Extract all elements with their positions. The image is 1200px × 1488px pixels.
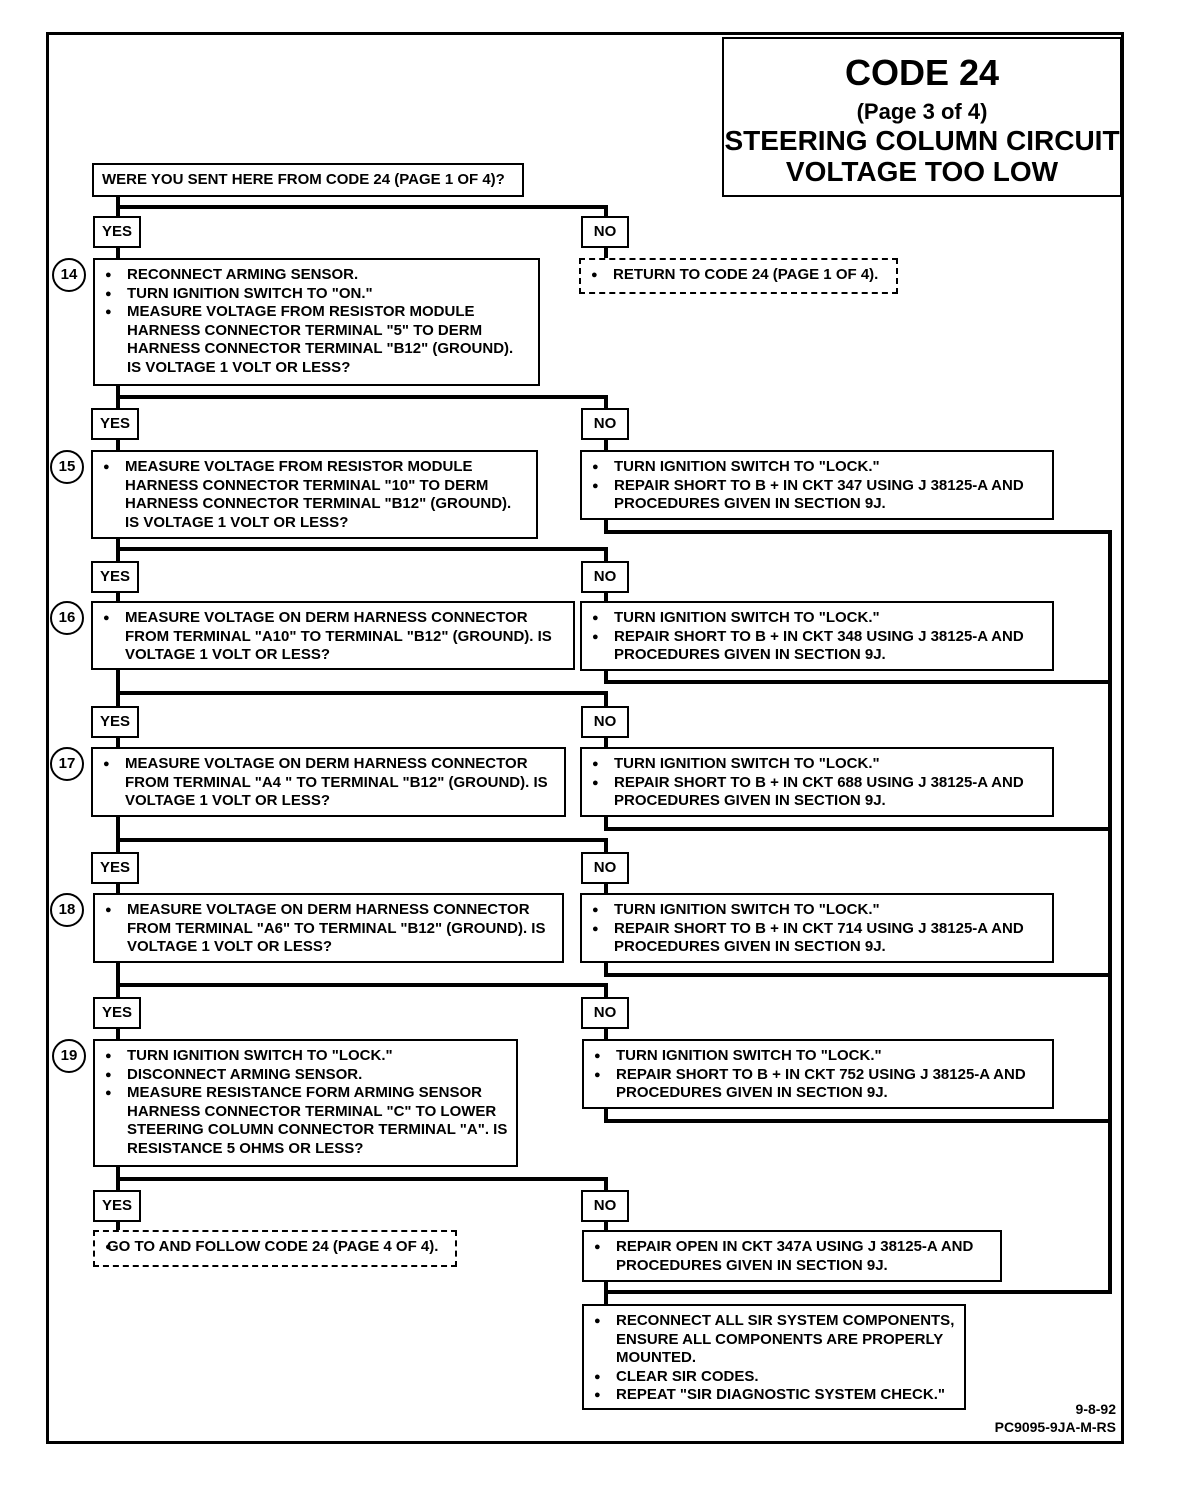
- result-19-no-open: [582, 1230, 1002, 1282]
- connector: [118, 549, 606, 561]
- step-number: 19: [52, 1039, 86, 1073]
- result-item: ● RETURN TO CODE 24 (PAGE 1 OF 4).: [589, 266, 888, 285]
- connector: [118, 1179, 606, 1190]
- title-line-2: VOLTAGE TOO LOW: [785, 156, 1059, 187]
- yes-label: YES: [91, 706, 139, 738]
- step-19-item: ● TURN IGNITION SWITCH TO "LOCK.": [103, 1047, 508, 1066]
- step-14-item: ● MEASURE VOLTAGE FROM RESISTOR MODULE HARNESS CONNECTOR TERMINAL "5" TO DERM HARNESS CONNECTOR TERMINAL "B12" (GROUND). IS VOLTAGE 1 VOLT OR LESS?: [103, 303, 530, 377]
- no-label: NO: [581, 408, 629, 440]
- yes-label: YES: [93, 216, 141, 248]
- step-19-item: ● DISCONNECT ARMING SENSOR.: [103, 1066, 508, 1085]
- step-number: 15: [50, 450, 84, 484]
- result-item: ● REPAIR SHORT TO B + IN CKT 752 USING J 38125-A AND PROCEDURES GIVEN IN SECTION 9J.: [592, 1066, 1044, 1103]
- step-14-box: [93, 258, 540, 386]
- result-16-no: [580, 601, 1054, 671]
- footer-doc-id: PC9095-9JA-M-RS: [994, 1419, 1116, 1435]
- yes-label: YES: [91, 561, 139, 593]
- no-label: NO: [581, 852, 629, 884]
- code-title: CODE 24: [844, 52, 1000, 93]
- step-17-item: ● MEASURE VOLTAGE ON DERM HARNESS CONNECTOR FROM TERMINAL "A4 " TO TERMINAL "B12" (GROUND). IS VOLTAGE 1 VOLT OR LESS?: [101, 755, 556, 811]
- connector: [606, 1282, 1110, 1292]
- no-label: NO: [581, 216, 629, 248]
- step-number: 18: [50, 893, 84, 927]
- result-14-no: [579, 258, 898, 294]
- footer-date: 9-8-92: [1075, 1401, 1116, 1417]
- footer: [995, 1400, 1116, 1436]
- yes-label: YES: [91, 852, 139, 884]
- result-item: ● TURN IGNITION SWITCH TO "LOCK.": [592, 1047, 1044, 1066]
- connector: [606, 670, 1110, 682]
- no-label: NO: [581, 1190, 629, 1222]
- connector: [606, 520, 1110, 532]
- step-number: 16: [50, 601, 84, 635]
- title-line-1: STEERING COLUMN CIRCUIT: [724, 125, 1120, 156]
- result-item: ● REPAIR SHORT TO B + IN CKT 714 USING J 38125-A AND PROCEDURES GIVEN IN SECTION 9J.: [590, 920, 1044, 957]
- result-item: ● GO TO AND FOLLOW CODE 24 (PAGE 4 OF 4).: [103, 1238, 447, 1257]
- result-item: ● TURN IGNITION SWITCH TO "LOCK.": [590, 609, 1044, 628]
- final-item: ● RECONNECT ALL SIR SYSTEM COMPONENTS, ENSURE ALL COMPONENTS ARE PROPERLY MOUNTED.: [592, 1312, 956, 1368]
- connector: [606, 817, 1110, 829]
- result-19-no: [582, 1039, 1054, 1109]
- result-item: ● TURN IGNITION SWITCH TO "LOCK.": [590, 901, 1044, 920]
- no-label: NO: [581, 706, 629, 738]
- result-17-no: [580, 747, 1054, 817]
- step-18-box: [93, 893, 564, 963]
- result-item: ● TURN IGNITION SWITCH TO "LOCK.": [590, 458, 1044, 477]
- connector: [118, 840, 606, 852]
- step-14-item: ● TURN IGNITION SWITCH TO "ON.": [103, 285, 530, 304]
- yes-label: YES: [93, 1190, 141, 1222]
- step-16-item: ● MEASURE VOLTAGE ON DERM HARNESS CONNECTOR FROM TERMINAL "A10" TO TERMINAL "B12" (GROUND). IS VOLTAGE 1 VOLT OR LESS?: [101, 609, 565, 665]
- step-15-box: [91, 450, 538, 539]
- page-indicator: (Page 3 of 4): [856, 99, 988, 124]
- step-14-item: ● RECONNECT ARMING SENSOR.: [103, 266, 530, 285]
- title-block: [722, 37, 1122, 197]
- result-item: ● TURN IGNITION SWITCH TO "LOCK.": [590, 755, 1044, 774]
- no-label: NO: [581, 561, 629, 593]
- entry-question: WERE YOU SENT HERE FROM CODE 24 (PAGE 1 OF 4)?: [92, 163, 524, 197]
- result-18-no: [580, 893, 1054, 963]
- connector: [118, 397, 606, 408]
- result-19-yes: [93, 1230, 457, 1267]
- connector: [606, 963, 1110, 975]
- step-19-box: [93, 1039, 518, 1167]
- connector: [606, 1109, 1110, 1121]
- no-label: NO: [581, 997, 629, 1029]
- result-item: ● REPAIR SHORT TO B + IN CKT 347 USING J 38125-A AND PROCEDURES GIVEN IN SECTION 9J.: [590, 477, 1044, 514]
- connector: [118, 207, 606, 216]
- step-18-item: ● MEASURE VOLTAGE ON DERM HARNESS CONNECTOR FROM TERMINAL "A6" TO TERMINAL "B12" (GROUND). IS VOLTAGE 1 VOLT OR LESS?: [103, 901, 554, 957]
- result-item: ● REPAIR OPEN IN CKT 347A USING J 38125-A AND PROCEDURES GIVEN IN SECTION 9J.: [592, 1238, 992, 1275]
- step-15-item: ● MEASURE VOLTAGE FROM RESISTOR MODULE HARNESS CONNECTOR TERMINAL "10" TO DERM HARNESS CONNECTOR TERMINAL "B12" (GROUND). IS VOLTAGE 1 VOLT OR LESS?: [101, 458, 528, 532]
- final-steps-box: [582, 1304, 966, 1410]
- yes-label: YES: [91, 408, 139, 440]
- connector: [118, 693, 606, 706]
- step-19-item: ● MEASURE RESISTANCE FORM ARMING SENSOR HARNESS CONNECTOR TERMINAL "C" TO LOWER STEERING COLUMN CONNECTOR TERMINAL "A". IS RESISTANCE 5 OHMS OR LESS?: [103, 1084, 508, 1158]
- result-item: ● REPAIR SHORT TO B + IN CKT 348 USING J 38125-A AND PROCEDURES GIVEN IN SECTION 9J.: [590, 628, 1044, 665]
- yes-label: YES: [93, 997, 141, 1029]
- result-item: ● REPAIR SHORT TO B + IN CKT 688 USING J 38125-A AND PROCEDURES GIVEN IN SECTION 9J.: [590, 774, 1044, 811]
- step-number: 14: [52, 258, 86, 292]
- step-16-box: [91, 601, 575, 670]
- final-item: ● REPEAT "SIR DIAGNOSTIC SYSTEM CHECK.": [592, 1386, 956, 1405]
- step-17-box: [91, 747, 566, 817]
- final-item: ● CLEAR SIR CODES.: [592, 1368, 956, 1387]
- connector: [118, 985, 606, 997]
- result-15-no: [580, 450, 1054, 520]
- step-number: 17: [50, 747, 84, 781]
